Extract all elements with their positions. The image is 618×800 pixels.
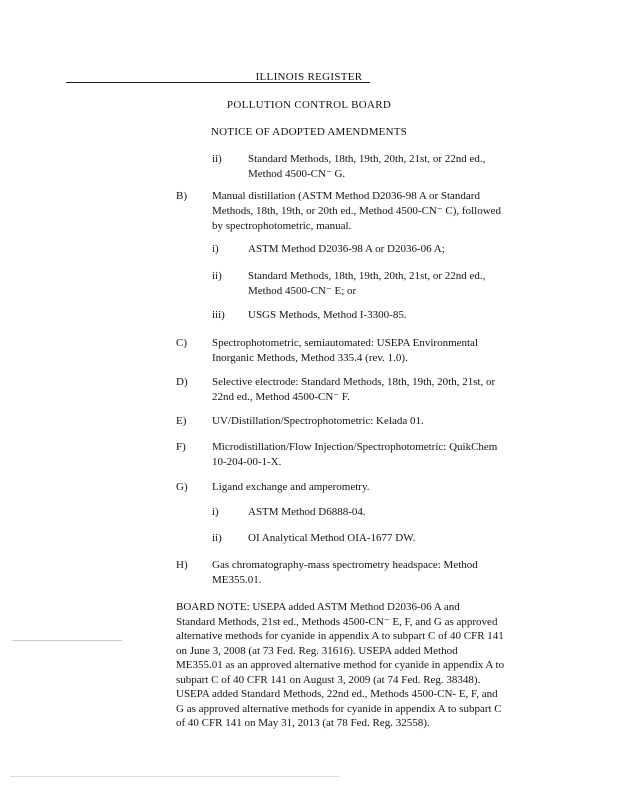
list-item-c xyxy=(176,336,556,366)
item-label: i) xyxy=(212,243,219,255)
list-item-b xyxy=(176,189,556,235)
item-text-line: ASTM Method D2036-98 A or D2036-06 A; xyxy=(248,243,445,255)
board-note-line: subpart C of 40 CFR 141 on August 3, 2009 (at 74 Fed. Reg. 38348). xyxy=(176,673,481,686)
list-item-g-i xyxy=(212,505,552,521)
list-item-b-ii xyxy=(212,269,552,299)
item-label: ii) xyxy=(212,270,222,282)
list-item-e xyxy=(176,414,556,430)
item-text-line: Method 4500-CN⁻ G. xyxy=(248,168,346,180)
item-label: iii) xyxy=(212,309,225,321)
scan-artifact xyxy=(10,776,340,777)
item-label: ii) xyxy=(212,153,222,165)
item-text-line: Microdistillation/Flow Injection/Spectrophotometric: QuikChem xyxy=(212,441,498,453)
board-note-line: of 40 CFR 141 on May 31, 2013 (at 78 Fed. Reg. 32558). xyxy=(176,717,430,729)
list-item-h xyxy=(176,558,556,588)
item-text-line: USGS Methods, Method I-3300-85. xyxy=(248,309,407,321)
register-title: ILLINOIS REGISTER xyxy=(255,71,363,83)
list-item-g-ii xyxy=(212,531,552,547)
item-label: F) xyxy=(176,441,186,453)
list-item-b-i xyxy=(212,242,552,258)
board-note-line: BOARD NOTE: USEPA added ASTM Method D2036-06 A and xyxy=(176,601,460,613)
item-label: B) xyxy=(176,190,187,202)
item-text-line: OI Analytical Method OIA-1677 DW. xyxy=(248,532,416,544)
list-item-b-iii xyxy=(212,308,552,324)
item-label: E) xyxy=(176,415,187,427)
item-label: i) xyxy=(212,506,219,518)
board-note xyxy=(176,600,548,731)
board-note-line: G as approved alternative methods for cyanide in appendix A to subpart C xyxy=(176,702,502,715)
item-text-line: Selective electrode: Standard Methods, 18th, 19th, 20th, 21st, or xyxy=(212,376,496,388)
item-text-line: Manual distillation (ASTM Method D2036-98 A or Standard xyxy=(212,190,480,202)
item-text-line: 10-204-00-1-X. xyxy=(212,456,282,468)
item-text-line: Ligand exchange and amperometry. xyxy=(212,481,370,493)
item-text-line: Inorganic Methods, Method 335.4 (rev. 1.0). xyxy=(212,352,408,364)
item-text-line: UV/Distillation/Spectrophotometric: Kelada 01. xyxy=(212,415,424,427)
board-note-line: USEPA added Standard Methods, 22nd ed., Methods 4500-CN- E, F, and xyxy=(176,688,498,700)
item-text-line: ME355.01. xyxy=(212,574,262,586)
list-item-d xyxy=(176,375,556,405)
item-text-line: Method 4500-CN⁻ E; or xyxy=(248,285,357,297)
board-note-line: Standard Methods, 21st ed., Methods 4500-CN⁻ E, F, and G as approved xyxy=(176,615,498,628)
item-label: ii) xyxy=(212,532,222,544)
board-note-line: ME355.01 as an approved alternative method for cyanide in appendix A to xyxy=(176,659,505,671)
item-text-line: Standard Methods, 18th, 19th, 20th, 21st, or 22nd ed., xyxy=(248,270,486,282)
item-text-line: ASTM Method D6888-04. xyxy=(248,506,366,518)
item-label: C) xyxy=(176,337,187,349)
item-text-line: Gas chromatography-mass spectrometry headspace: Method xyxy=(212,559,478,571)
item-text-line: Methods, 18th, 19th, or 20th ed., Method 4500-CN⁻ C), followed xyxy=(212,205,502,217)
board-note-line: alternative methods for cyanide in appendix A to subpart C of 40 CFR 141 xyxy=(176,630,504,642)
list-item-f xyxy=(176,440,556,470)
list-item-g xyxy=(176,480,556,496)
item-label: D) xyxy=(176,376,188,388)
item-label: H) xyxy=(176,559,188,571)
scan-artifact xyxy=(12,640,122,641)
notice-heading: NOTICE OF ADOPTED AMENDMENTS xyxy=(211,126,407,138)
item-text-line: 22nd ed., Method 4500-CN⁻ F. xyxy=(212,391,350,403)
item-text-line: by spectrophotometric, manual. xyxy=(212,220,352,232)
list-item-a-ii xyxy=(212,152,552,182)
board-name: POLLUTION CONTROL BOARD xyxy=(226,99,392,111)
item-text-line: Spectrophotometric, semiautomated: USEPA Environmental xyxy=(212,337,478,349)
item-text-line: Standard Methods, 18th, 19th, 20th, 21st, or 22nd ed., xyxy=(248,153,486,165)
item-label: G) xyxy=(176,481,188,493)
board-note-line: on June 3, 2008 (at 73 Fed. Reg. 31616). USEPA added Method xyxy=(176,644,458,657)
